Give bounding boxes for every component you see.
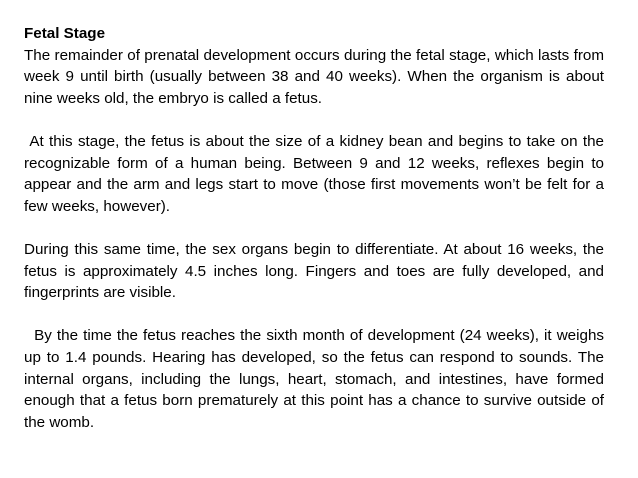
- paragraph-early-form: At this stage, the fetus is about the size of a kidney bean and begins to take on the recognizable form of a human being. Between 9 and 12 weeks, reflexes begin to appear and the arm and legs start to move (those first movements won’t be felt for a few weeks, however).: [24, 132, 609, 215]
- paragraph-sex-organs: During this same time, the sex organs begin to differentiate. At about 16 weeks, the fetus is approximately 4.5 inches long. Fingers and toes are fully developed, and fingerprints are visible.: [24, 240, 604, 302]
- paragraph-fetal-stage-intro: The remainder of prenatal development occurs during the fetal stage, which lasts from week 9 until birth (usually between 38 and 40 weeks). When the organism is about nine weeks old, the embryo is called a fetus.: [24, 46, 604, 107]
- slide-text-body: [24, 23, 609, 433]
- paragraph-spacer: [24, 304, 604, 326]
- paragraph-spacer: [24, 109, 604, 131]
- paragraph-sixth-month: By the time the fetus reaches the sixth month of development (24 weeks), it weighs up to 1.4 pounds. Hearing has developed, so the fetus can respond to sounds. The internal organs, including the lungs, heart, stomach, and intestines, have formed enough that a fetus born prematurely at this point has a chance to survive outside of the womb.: [24, 327, 609, 431]
- section-heading: Fetal Stage: [24, 25, 106, 42]
- paragraph-spacer: [24, 217, 604, 239]
